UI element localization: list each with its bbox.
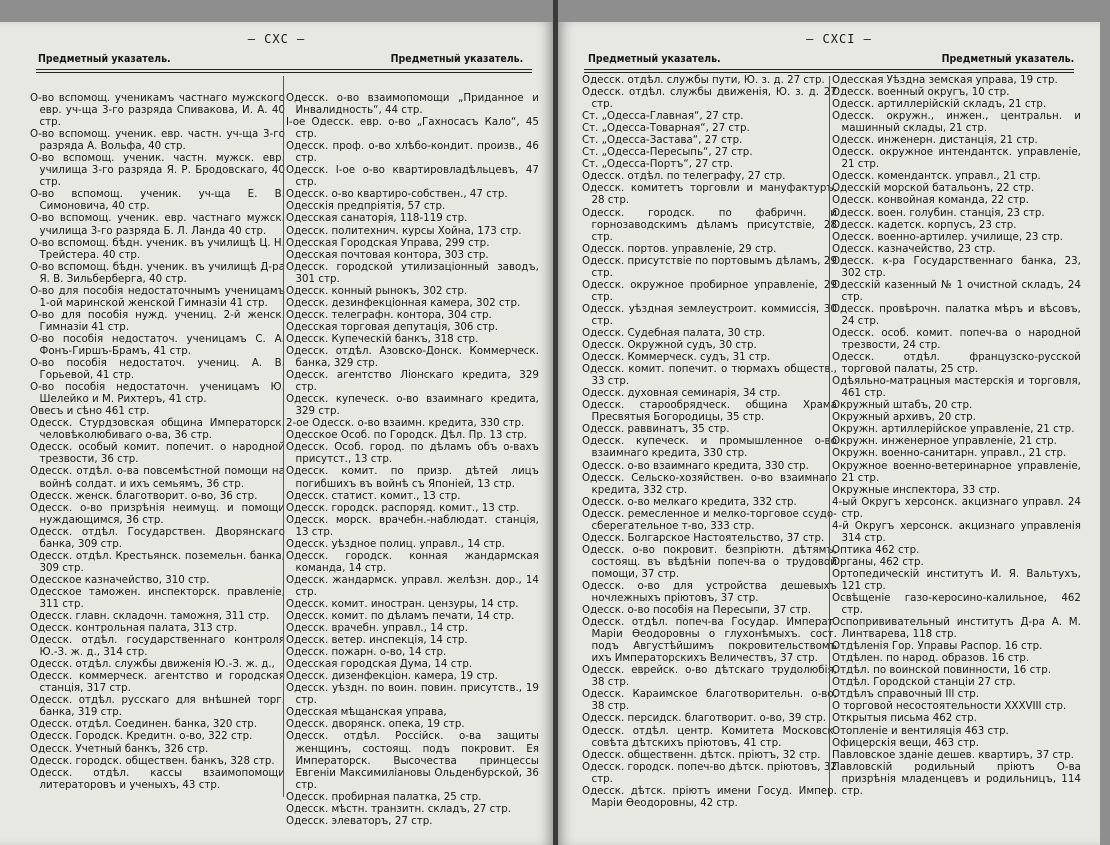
index-entry: Одесск. Стурдзовская община Императорск. человѣколюбиваго о-ва, 36 стр. [30,416,285,442]
index-entry: Отдѣл. Городской станціи 27 стр. [832,675,1016,689]
index-entry: Одесск. Учетный банкъ, 326 стр. [30,741,209,755]
index-entry: Ст. „Одесса-Портъ“, 27 стр. [582,157,733,171]
index-entry: Одесск. особ. комит. попеч-ва о народной трезвости, 24 стр. [832,325,1081,352]
index-entry: Одесская городская Дума, 14 стр. [286,657,473,671]
index-entry: Ст. „Одесса-Главная“, 27 стр. [582,109,744,123]
index-entry: Одесск. раввинатъ, 35 стр. [582,422,730,436]
index-entry: Одесск. о-во для устройства дешевыхъ ночлежныхъ пріютовъ, 37 стр. [582,578,837,605]
index-entry: О-во вспомощ. бѣдн. ученик. въ училищѣ Д-ра Я. В. Зильберберга, 40 стр. [30,259,285,285]
index-entry: Одесск. отдѣл. кассы взаимопомощи литераторовъ и ученыхъ, 43 стр. [30,765,285,791]
page-number: — CXCI — [806,32,872,46]
column-divider [283,76,284,797]
index-entry: Одесск. провѣрочн. палатка мѣръ и вѣсовъ, 24 стр. [832,301,1081,327]
index-entry: Одесская санаторія, 118-119 стр. [286,211,468,225]
index-entry: Одесск. Болгарское Настоятельство, 37 стр. [582,530,825,544]
header-rule-thin [36,72,532,73]
index-entry: Окружн. артиллерійское управленіе, 21 стр. [832,422,1075,436]
index-entry: 4-й Округъ херсонск. акцизнаго управленія 314 стр. [832,518,1081,544]
index-entry: Одесск. агентство Ліонскаго кредита, 329 стр. [286,368,539,394]
index-entry: Одесск. ветер. инспекція, 14 стр. [286,633,468,647]
index-entry: Одесск. уѣздн. по воин. повин. присутств., 19 стр. [286,681,539,707]
index-entry: Ст. „Одесса-Пересыпь“, 27 стр. [582,145,753,159]
index-entry: Одесск. отдѣл. Соединен. банка, 320 стр. [30,717,258,731]
index-entry: Одесск. духовная семинарія, 34 стр. [582,386,781,400]
index-entry: О-во пособія недостаточн. ученицамъ Ю. Шелейко и М. Рихтеръ, 41 стр. [30,380,285,406]
index-entry: Одесская мѣщанская управа, [286,705,447,719]
index-entry: Одесск. Городск. Кредитн. о-во, 322 стр. [30,729,253,743]
index-entry: Одесск. отдѣл. Государствен. Дворянскаго банка, 309 стр. [30,524,285,550]
index-entry: Одесск. общественн. дѣтск. пріютъ, 32 стр. [582,747,821,761]
index-entry: Открытыя письма 462 стр. [832,711,977,725]
index-entry: Одесск. дворянск. опека, 19 стр. [286,717,465,731]
index-entry: Одесск. мѣстн. транзитн. складъ, 27 стр. [286,801,511,815]
index-entry: Одесск. пробирная палатка, 25 стр. [286,789,482,803]
index-entry: Ст. „Одесса-Застава“, 27 стр. [582,133,743,147]
index-entry: Одесск. городск. по фабричн. и горнозаводскимъ дѣламъ присутствіе, 28 стр. [582,205,837,243]
index-entry: Одесск. ремесленное и мелко-торговое ссудо-сберегательное т-во, 333 стр. [582,506,837,532]
index-entry: Одесск. Купеческій банкъ, 318 стр. [286,331,479,345]
index-entry: Одесск. отдѣл. службы движенія Ю.-З. ж. д., [30,657,275,671]
index-entry: Одесск. военно-артилер. училище, 23 стр. [832,229,1064,243]
index-entry: Одесск. пожарн. о-во, 14 стр. [286,645,447,659]
index-entry: Окружный штабъ, 20 стр. [832,398,973,412]
index-entry: Одесск. окружное интендантск. управленіе, 21 стр. [832,145,1081,171]
index-entry: Одесскій морской батальонъ, 22 стр. [832,181,1035,195]
index-entry: Отдѣлъ справочный III стр. [832,687,980,701]
index-entry: Одесск. казначейство, 23 стр. [832,241,996,255]
column-divider [829,76,830,797]
index-entry: Одесскій казенный № 1 очистной складъ, 24 стр. [832,277,1081,303]
index-entry: Одесск. военный округъ, 10 стр. [832,85,1010,99]
index-entry: Одесская торговая депутація, 306 стр. [286,319,499,333]
index-entry: Одесск. портов. управленіе, 29 стр. [582,241,777,255]
index-entry: Освѣщеніе газо-керосино-калильное, 462 стр. [832,591,1081,617]
index-entry: I-ое Одесск. евр. о-во „Гахносасъ Кало“, 45 стр. [286,115,539,141]
index-entry: Одесск. отдѣл. французско-русской торговой палаты, 25 стр. [832,350,1081,376]
index-entry: О-во для пособія недостаточнымъ ученицамъ 1-ой маринской женской Гимназіи 41 стр. [30,283,285,309]
index-entry: 4-ый Округъ херсонск. акцизнаго управл. 24 стр. [832,494,1081,520]
index-entry: О-во вспомощ. ученик. евр. частн. уч-ща 3-го разряда А. Вольфа, 40 стр. [30,127,285,153]
index-entry: Одесск. инженерн. дистанція, 21 стр. [832,133,1038,147]
index-entry: Одесск. конвойная команда, 22 стр. [832,193,1029,207]
index-entry: Окружный архивъ, 20 стр. [832,410,976,424]
index-entry: Ст. „Одесса-Товарная“, 27 стр. [582,121,750,135]
index-entry: Одесск. о-во покровит. безпріютн. дѣтямъ, состоящ. въ вѣдѣніи попеч-ва о трудовой помощи, 37 стр. [582,542,837,580]
index-entry: Одесск. купеческ. и промышленное о-во взаимнаго кредита, 330 стр. [582,434,837,460]
index-entry: Одесск. I-ое о-во квартировладѣльцевъ, 47 стр. [286,163,539,189]
index-column [582,73,837,809]
index-entry: О-во пособія недостаточ. ученицамъ С. А. Фонъ-Гиршъ-Брамъ, 41 стр. [30,331,285,357]
index-entry: Одесск. отдѣл. русскаго для внѣшней торг. банка, 319 стр. [30,693,285,719]
index-entry: Одесск. отдѣл. службы движенія, Ю. з. д. 27 стр. [582,85,837,111]
index-entry: Одесское Особ. по Городск. Дѣл. Пр. 13 стр. [286,428,528,442]
index-entry: Одесск. городской утилизаціонный заводъ, 301 стр. [286,259,539,285]
index-entry: Одесск. городск. распоряд. комит., 13 стр. [286,500,520,514]
index-entry: Одесск. уѣздное полиц. управл., 14 стр. [286,536,505,550]
index-entry: Одесск. окружное пробирное управленіе, 29 стр. [582,277,837,303]
index-entry: Одесск. комит. попечит. о тюрмахъ обществ., 33 стр. [582,362,837,388]
index-entry: Одесск. купеческ. о-во взаимнаго кредита, 329 стр. [286,392,539,418]
index-entry: Одесск. дѣтск. пріютъ имени Госуд. Импер. Маріи Ѳеодоровны, 42 стр. [582,783,837,809]
index-entry: Одесск. к-ра Государственнаго банка, 23, 302 стр. [832,253,1081,279]
index-entry: Одесск. о-во взаимнаго кредита, 330 стр. [582,458,809,472]
index-entry: Одесск. отдѣл. центр. Комитета Московск. совѣта дѣтскихъ пріютовъ, 41 стр. [582,723,837,749]
header-rule [36,69,532,70]
index-entry: О-во для пособія нужд. учениц. 2-й женск. Гимназіи 41 стр. [30,307,285,333]
index-entry: Окружное военно-ветеринарное управленіе, 21 стр. [832,458,1081,484]
index-entry: Одесск. городск. обществен. банкъ, 328 стр. [30,753,275,767]
index-entry: Одесск. присутствіе по портовымъ дѣламъ, 29 стр. [582,253,837,279]
index-entry: Оптика 462 стр. [832,542,920,556]
index-entry: Одесск. отдѣл. Россійск. о-ва защиты женщинъ, состоящ. подъ покровит. Ея Императорск. Высочества принцессы Евгеніи Максимиліановы Ольденбурской, 36 стр. [286,729,539,791]
index-entry: Одесск. коммерческ. агентство и городская станція, 317 стр. [30,669,285,695]
index-entry: Одесская почтовая контора, 303 стр. [286,247,489,261]
index-entry: О-во вспомощ. ученикамъ частнаго мужского евр. уч-ща 3-го разряда Спивакова, И. А. 40 стр. [30,91,285,129]
index-entry: Одесск. воен. голубин. станція, 23 стр. [832,205,1045,219]
index-entry: Одесск. Особ. город. по дѣламъ объ о-вахъ присутст., 13 стр. [286,440,539,466]
index-entry: Одесск. о-во взаимопомощи „Приданное и Инвалидность“, 44 стр. [286,91,539,117]
index-entry: Отдѣлен. по народ. образов. 16 стр. [832,651,1030,665]
index-entry: Одесск. отдѣл. попеч-ва Государ. Императ. Маріи Ѳеодоровны о глухонѣмыхъ. сост. подъ Августѣйшимъ покровительствомъ ихъ Императорскихъ Величествъ, 37 стр. [582,615,837,665]
index-entry: Одесск. особый комит. попечит. о народной трезвости, 36 стр. [30,440,285,466]
index-entry: Одесск. политехнич. курсы Хойна, 173 стр. [286,223,522,237]
index-entry: Окружн. инженерное управленіе, 21 стр. [832,434,1057,448]
running-header-right: Предметный указатель. [941,52,1074,65]
index-entry: Одесск. о-во мелкаго кредита, 332 стр. [582,494,797,508]
index-entry: Одесск. Окружной судъ, 30 стр. [582,338,757,352]
index-entry: Одесск. еврейск. о-во дѣтскаго трудолюбія, 38 стр. [582,663,837,689]
index-entry: Одесск. жандармск. управл. желѣзн. дор., 14 стр. [286,572,539,598]
index-entry: Окружн. военно-санитарн. управл., 21 стр. [832,446,1067,460]
index-column [286,91,539,827]
index-entry: Одесск. главн. складочн. таможня, 311 стр. [30,609,270,623]
index-entry: Одесск. кадетск. корпусъ, 23 стр. [832,217,1017,231]
index-entry: Органы, 462 стр. [832,554,924,568]
index-entry: Одесск. отдѣл. о-ва повсемѣстной помощи на войнѣ солдат. и ихъ семьямъ, 36 стр. [30,464,285,490]
index-entry: Павловскій родильный пріютъ О-ва призрѣнія младенцевъ и родильницъ, 114 стр. [832,759,1081,797]
index-entry: Одесск. городск. попеч-во дѣтск. пріютовъ, 32 стр. [582,759,837,785]
index-entry: Одесск. о-во квартиро-собствен., 47 стр. [286,187,508,201]
index-entry: Одесск. Сельско-хозяйствен. о-во взаимнаго кредита, 332 стр. [582,470,837,496]
index-entry: Одесск. комитетъ торговли и мануфактуръ, 28 стр. [582,181,837,207]
index-entry: Одѣяльно-матрацныя мастерскія и торговля, 461 стр. [832,374,1081,400]
index-entry: Одесск. Караимское благотворительн. о-во, 38 стр. [582,687,837,713]
header-rule [584,69,1074,70]
index-entry: Одесск. женск. благотворит. о-во, 36 стр. [30,488,258,502]
index-entry: Оспопрививательный институтъ Д-ра А. М. Линтварева, 118 стр. [832,615,1081,641]
index-entry: Ортопедическій институтъ И. Я. Вальтухъ, 121 стр. [832,566,1081,592]
index-entry: Одесск. окружн., инжен., центральн. и машинный склады, 21 стр. [832,109,1081,135]
index-entry: Окружные инспектора, 33 стр. [832,482,1000,496]
index-entry: Одесск. отдѣл. службы пути, Ю. з. д. 27 стр. [582,73,825,86]
index-entry: Одесск. дизенфекціон. камера, 19 стр. [286,669,498,683]
index-entry: Одесское казначейство, 310 стр. [30,572,210,586]
index-entry: Одесск. контрольная палата, 313 стр. [30,621,238,635]
index-entry: Отопленіе и вентиляція 463 стр. [832,723,1009,737]
index-entry: Одесскія предпріятія, 57 стр. [286,199,446,213]
index-entry: Одесск. статист. комит., 13 стр. [286,488,461,502]
running-header-left: Предметный указатель. [38,52,171,65]
index-column [832,73,1081,803]
index-entry: О-во пособія недостаточ. учениц. А. В. Горьевой, 41 стр. [30,356,285,382]
index-entry: Одесск. конный рынокъ, 302 стр. [286,283,468,297]
right-page [558,22,1100,845]
index-entry: Одесск. дезинфекціонная камера, 302 стр. [286,295,521,309]
index-entry: Одесск. уѣздная землеустроит. коммиссія, 30 стр. [582,301,837,327]
index-entry: О-во вспомощ. ученик. частн. мужск. евр. училища 3-го разряда Я. Р. Бродовскаго, 40 стр. [30,151,285,189]
index-entry: Одесск. комит. иностран. цензуры, 14 стр. [286,596,519,610]
left-page [0,22,553,845]
index-entry: Одесск. старообрядческ. община Храма Пресвятыя Богородицы, 35 стр. [582,398,837,424]
index-entry: О-во вспомощ. бѣдн. ученик. въ училищѣ Ц. Н. Трейстера. 40 стр. [30,235,285,261]
index-entry: Отдѣл. по воинской повинности, 16 стр. [832,663,1051,677]
running-header-left: Предметный указатель. [588,52,721,65]
index-entry: Одесск. Судебная палата, 30 стр. [582,325,766,339]
index-column [30,91,285,803]
index-entry: Одесск. Коммерческ. судъ, 31 стр. [582,350,771,364]
index-entry: Одесск. о-во пособія на Пересыпи, 37 стр. [582,603,811,617]
index-entry: О торговой несостоятельности XXXVIII стр. [832,699,1067,713]
running-header-right: Предметный указатель. [390,52,523,65]
index-entry: Одесск. городск. конная жандармская команда, 14 стр. [286,548,539,574]
index-entry: Одесск. телеграфн. контора, 304 стр. [286,307,492,321]
index-entry: Павловское зданіе дешев. квартиръ, 37 стр. [832,747,1074,761]
index-entry: Одесская Городская Управа, 299 стр. [286,235,490,249]
index-entry: Одесское таможен. инспекторск. правленіе, 311 стр. [30,584,285,610]
index-entry: Одесск. врачебн. управл., 14 стр. [286,621,468,635]
index-entry: Одесск. комит. по призр. дѣтей лицъ погибшихъ въ войнѣ съ Японіей, 13 стр. [286,464,539,490]
index-entry: Одесск. о-во призрѣнія неимущ. и помощи нуждающимся, 36 стр. [30,500,285,526]
index-entry: Одесск. отдѣл. по телеграфу, 27 стр. [582,169,786,183]
page-number: — CXC — [247,32,306,46]
index-entry: Одесск. отдѣл. государственнаго контроля Ю.-З. ж. д., 314 стр. [30,633,285,659]
index-entry: Отдѣленія Гор. Управы Распор. 16 стр. [832,639,1043,653]
index-entry: Одесск. комендантск. управл., 21 стр. [832,169,1041,183]
index-entry: Одесск. персидск. благотворит. о-во, 39 стр. [582,711,827,725]
index-entry: Одесск. морск. врачебн.-наблюдат. станція, 13 стр. [286,512,539,538]
index-entry: Одесск. комит. по дѣламъ печати, 14 стр. [286,609,515,623]
index-entry: Одесск. проф. о-во хлѣбо-кондит. произв., 46 стр. [286,139,539,165]
index-entry: Одесск. отдѣл. Крестьянск. поземельн. банка, 309 стр. [30,548,285,574]
index-entry: Овесъ и сѣно 461 стр. [30,404,150,418]
index-entry: Одесск. артиллерійскій складъ, 21 стр. [832,97,1047,111]
index-entry: Одесская Уѣздна земская управа, 19 стр. [832,73,1058,86]
index-entry: Одесск. отдѣл. Азовско-Донск. Коммерческ. банка, 329 стр. [286,343,539,370]
index-entry: О-во вспомощ. ученик. евр. частнаго мужск. училища 3-го разряда Б. Л. Ланда 40 стр. [30,211,285,237]
index-entry: Одесск. элеваторъ, 27 стр. [286,813,433,827]
index-entry: О-во вспомощ. ученик. уч-ща Е. В. Симоновича, 40 стр. [30,187,285,213]
index-entry: 2-ое Одесск. о-во взаимн. кредита, 330 стр. [286,416,525,430]
index-entry: Офицерскія вещи, 463 стр. [832,735,979,749]
